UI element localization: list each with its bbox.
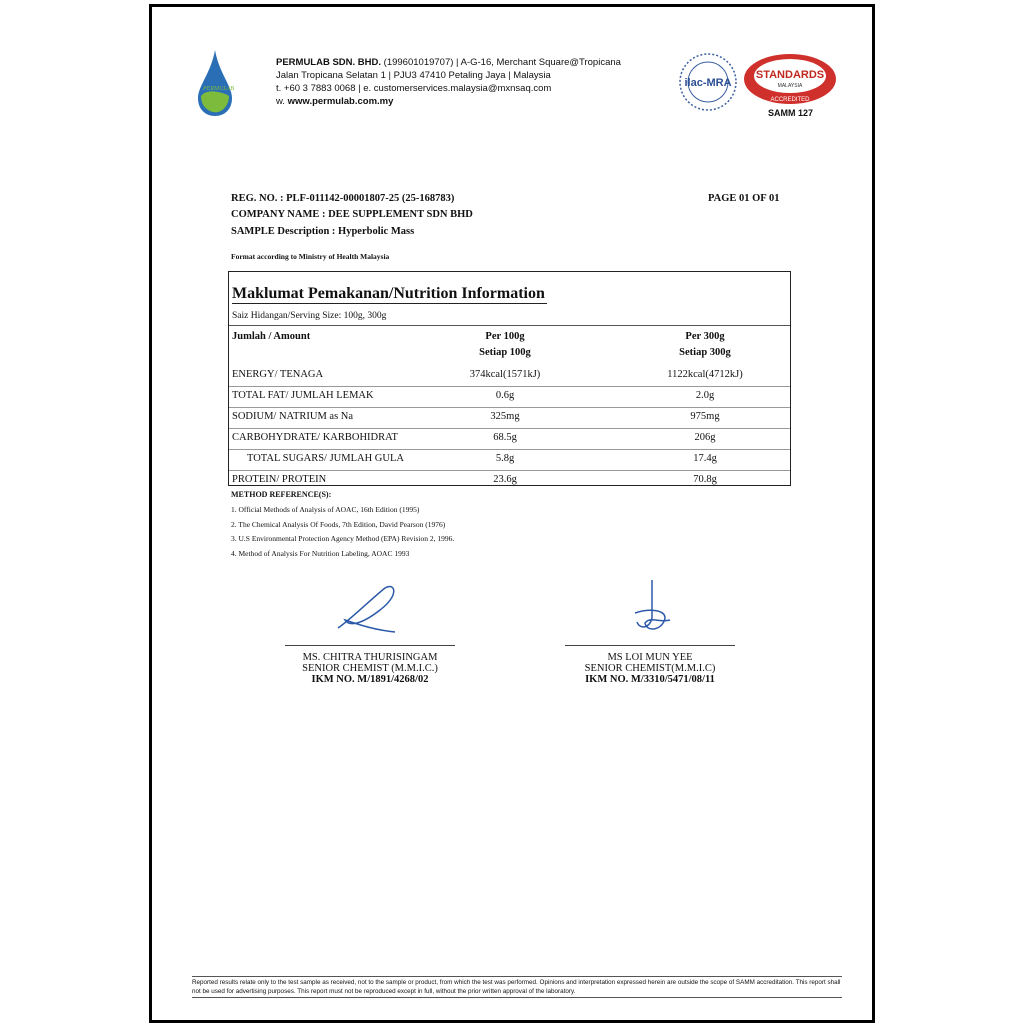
value-per300: 2.0g [695,390,715,401]
svg-text:ACCREDITED: ACCREDITED [770,97,810,103]
lab-header: PERMULAB SDN. BHD. (199601019707) | A-G-16, Merchant Square@Tropicana Jalan Tropicana Selatan 1 | PJU3 47410 Petaling Jaya | Malaysia t. +60 3 7883 0068 | e. customerservices.malaysia@mxnsaq.com w. www.permulab.com.my [276,57,621,107]
method-title: METHOD REFERENCE(S): [231,490,332,499]
svg-text:STANDARDS: STANDARDS [755,69,825,81]
page-number: PAGE 01 OF 01 [708,193,780,204]
nutrient-label: PROTEIN/ PROTEIN [232,474,327,485]
sample-description: SAMPLE Description : Hyperbolic Mass [231,226,415,237]
value-per100: 374kcal(1571kJ) [469,369,541,380]
signature-2 [625,578,685,640]
col-setiap100: Setiap 100g [479,347,531,358]
value-per300: 206g [694,432,716,443]
reg-no: REG. NO. : PLF-011142-00001807-25 (25-168783) [231,193,455,204]
method-list: 1. Official Methods of Analysis of AOAC, 16th Edition (1995) 2. The Chemical Analysis Of Foods, 7th Edition, David Pearson (1976) 3. U.S Environmental Protection Agency Method (EPA) Revision 2, 1996. 4. Method of Analysis For Nutrition Labeling, AOAC 1993 [231,505,455,558]
nutrition-table [228,271,791,486]
col-amount: Jumlah / Amount [232,331,311,342]
col-per300: Per 300g [685,331,725,342]
company-name: COMPANY NAME : DEE SUPPLEMENT SDN BHD [231,209,473,220]
value-per100: 23.6g [493,474,517,485]
nutrient-label: TOTAL SUGARS/ JUMLAH GULA [247,453,404,464]
samm-number: SAMM 127 [768,108,814,118]
value-per100: 5.8g [495,453,515,464]
value-per300: 1122kcal(4712kJ) [667,369,743,380]
nutrient-label: SODIUM/ NATRIUM as Na [232,411,354,422]
serving-size: Saiz Hidangan/Serving Size: 100g, 300g [232,311,387,321]
value-per300: 70.8g [693,474,717,485]
svg-text:MALAYSIA: MALAYSIA [777,83,803,89]
nutrient-label: TOTAL FAT/ JUMLAH LEMAK [232,390,374,401]
col-setiap300: Setiap 300g [679,347,731,358]
nutrient-label: CARBOHYDRATE/ KARBOHIDRAT [232,432,398,443]
nutrient-label: ENERGY/ TENAGA [232,369,324,380]
col-per100: Per 100g [485,331,525,342]
standards-malaysia-logo [742,52,840,108]
signatory-2: MS LOI MUN YEE SENIOR CHEMIST(M.M.I.C) IKM NO. M/3310/5471/08/11 [584,652,716,685]
svg-text:PERMULAB: PERMULAB [203,86,234,92]
permulab-logo [193,48,263,118]
nutrition-title: Maklumat Pemakanan/Nutrition Information [232,285,545,302]
value-per100: 325mg [490,411,520,422]
signatory-1: MS. CHITRA THURISINGAM SENIOR CHEMIST (M.M.I.C.) IKM NO. M/1891/4268/02 [302,652,438,685]
format-note: Format according to Ministry of Health Malaysia [231,252,390,261]
signature-1 [330,580,410,640]
footer-disclaimer: Reported results relate only to the test sample as received, not to the sample or product, from which the test was performed. Opinions and interpretation expressed herein are outside the scope of SAMM accreditation. This report shall not be used for advertising purposes. This report must not be reproduced except in full, without the prior written approval of the laboratory. [192,976,842,998]
svg-text:ilac-MRA: ilac-MRA [684,77,732,89]
value-per300: 975mg [690,411,720,422]
value-per100: 68.5g [493,432,517,443]
value-per300: 17.4g [693,453,717,464]
ilac-mra-logo [678,52,738,112]
value-per100: 0.6g [495,390,515,401]
